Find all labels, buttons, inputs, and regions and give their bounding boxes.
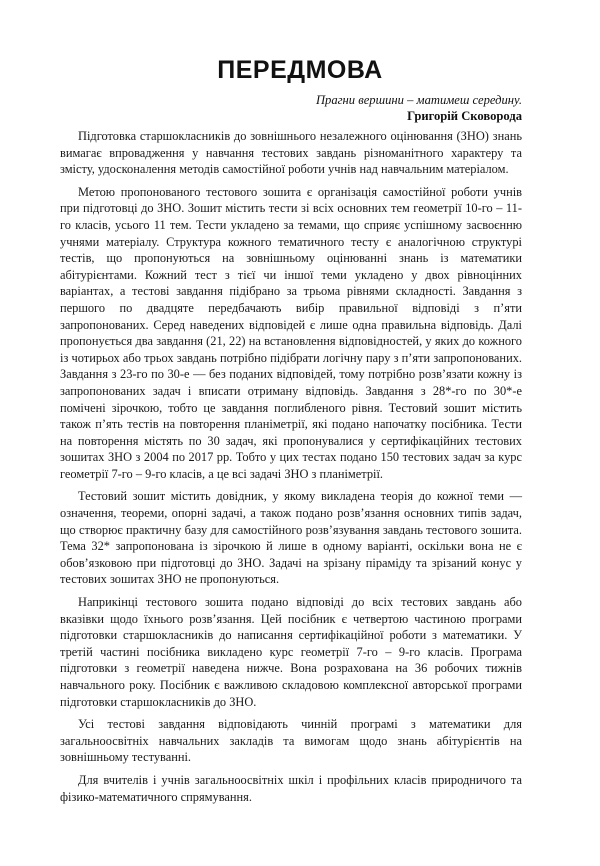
epigraph [316, 92, 522, 124]
epigraph-quote: Прагни вершини – матимеш середину. [315, 93, 522, 107]
paragraph-answers: Наприкінці тестового зошита подано відповіді до всіх тестових завдань або вказівки щодо їхнього розв’язання. Цей посібник є четвертою частиною програми підготовки старшокласників до написання сертифікаційної роботи з математики. У третій частині посібника викладено курс геометрії 7-го – 9-го класів. Програма підготовки з геометрії наведена нижче. Вона розрахована на 36 робочих тижнів навчального року. Посібник є важливою складовою комплексної авторської програми підготовки старшокласників до ЗНО. [60, 595, 522, 709]
epigraph-author: Григорій Сковорода [407, 109, 522, 123]
page-title: ПЕРЕДМОВА [217, 56, 383, 84]
paragraph-audience: Для вчителів і учнів загальноосвітніх шкіл і профільних класів природничого та фізико-математичного спрямування. [60, 772, 522, 804]
paragraph-purpose: Метою пропонованого тестового зошита є організація самостійної роботи учнів при підготовці до ЗНО. Зошит містить тести зі всіх основних тем геометрії 10-го – 11-го класів, усього 11 тем. Тести укладено за темами, що сприяє успішному засвоєнню учнями матеріалу. Структура кожного тематичного тесту є аналогічною структурі тестів, що пропонуються на зовнішньому оцінюванні знань із математики абітурієнтами. Кожний тест з тієї чи іншої теми укладено у двох рівноцінних варіантах, а тестові завдання підібрано за трьома рівнями складності. Завдання з першого по двадцяте передбачають вибір правильної відповіді з п’яти запропонованих. Серед наведених відповідей є лише одна правильна відповідь. Далі пропонується два завдання (21, 22) на встановлення відповідностей, у яких до кожного із чотирьох або трьох завдань потрібно підібрати логічну пару з п’яти запропонованих. Завдання з 23-го по 30-е — без поданих відповідей, тому потрібно розв’язати кожну із запропонованих задач і вписати отриману відповідь. Завдання з 28*-го по 30*-е помічені зірочкою, тобто це завдання поглибленого рівня. Тестовий зошит містить також п’ять тестів на повторення планіметрії, які подано напочатку посібника. Тести на повторення містять по 30 задач, які пропонувалися у сертифікаційних тестових зошитах ЗНО з 2004 по 2017 рр. Тобто у цих тестах подано 150 тестових задач за курс геометрії 7-го – 9-го класів, а це всі задачі ЗНО з планіметрії. [60, 184, 522, 481]
paragraph-intro: Підготовка старшокласників до зовнішнього незалежного оцінювання (ЗНО) знань вимагає впровадження у навчання тестових завдань різноманітного характеру та змісту, удосконалення методів самостійної роботи учнів над навчальним матеріалом. [60, 129, 522, 177]
paragraph-reference: Тестовий зошит містить довідник, у якому викладена теорія до кожної теми — означення, теореми, опорні задачі, а також подано розв’язання основних типів задач, що створює практичну базу для самостійного розв’язування завдань тестового зошита. Тема 32* запропонована із зірочкою й лише в одному варіанті, оскільки вона не є обов’язковою при підготовці до ЗНО. Задачі на зрізану піраміду та зрізаний конус у тестових зошитах ЗНО не пропонуються. [60, 489, 522, 587]
preface-body [60, 128, 522, 811]
paragraph-compliance: Усі тестові завдання відповідають чинній програмі з математики для загальноосвітніх навчальних закладів та вимогам щодо знань абітурієнтів на зовнішньому тестуванні. [60, 717, 522, 765]
